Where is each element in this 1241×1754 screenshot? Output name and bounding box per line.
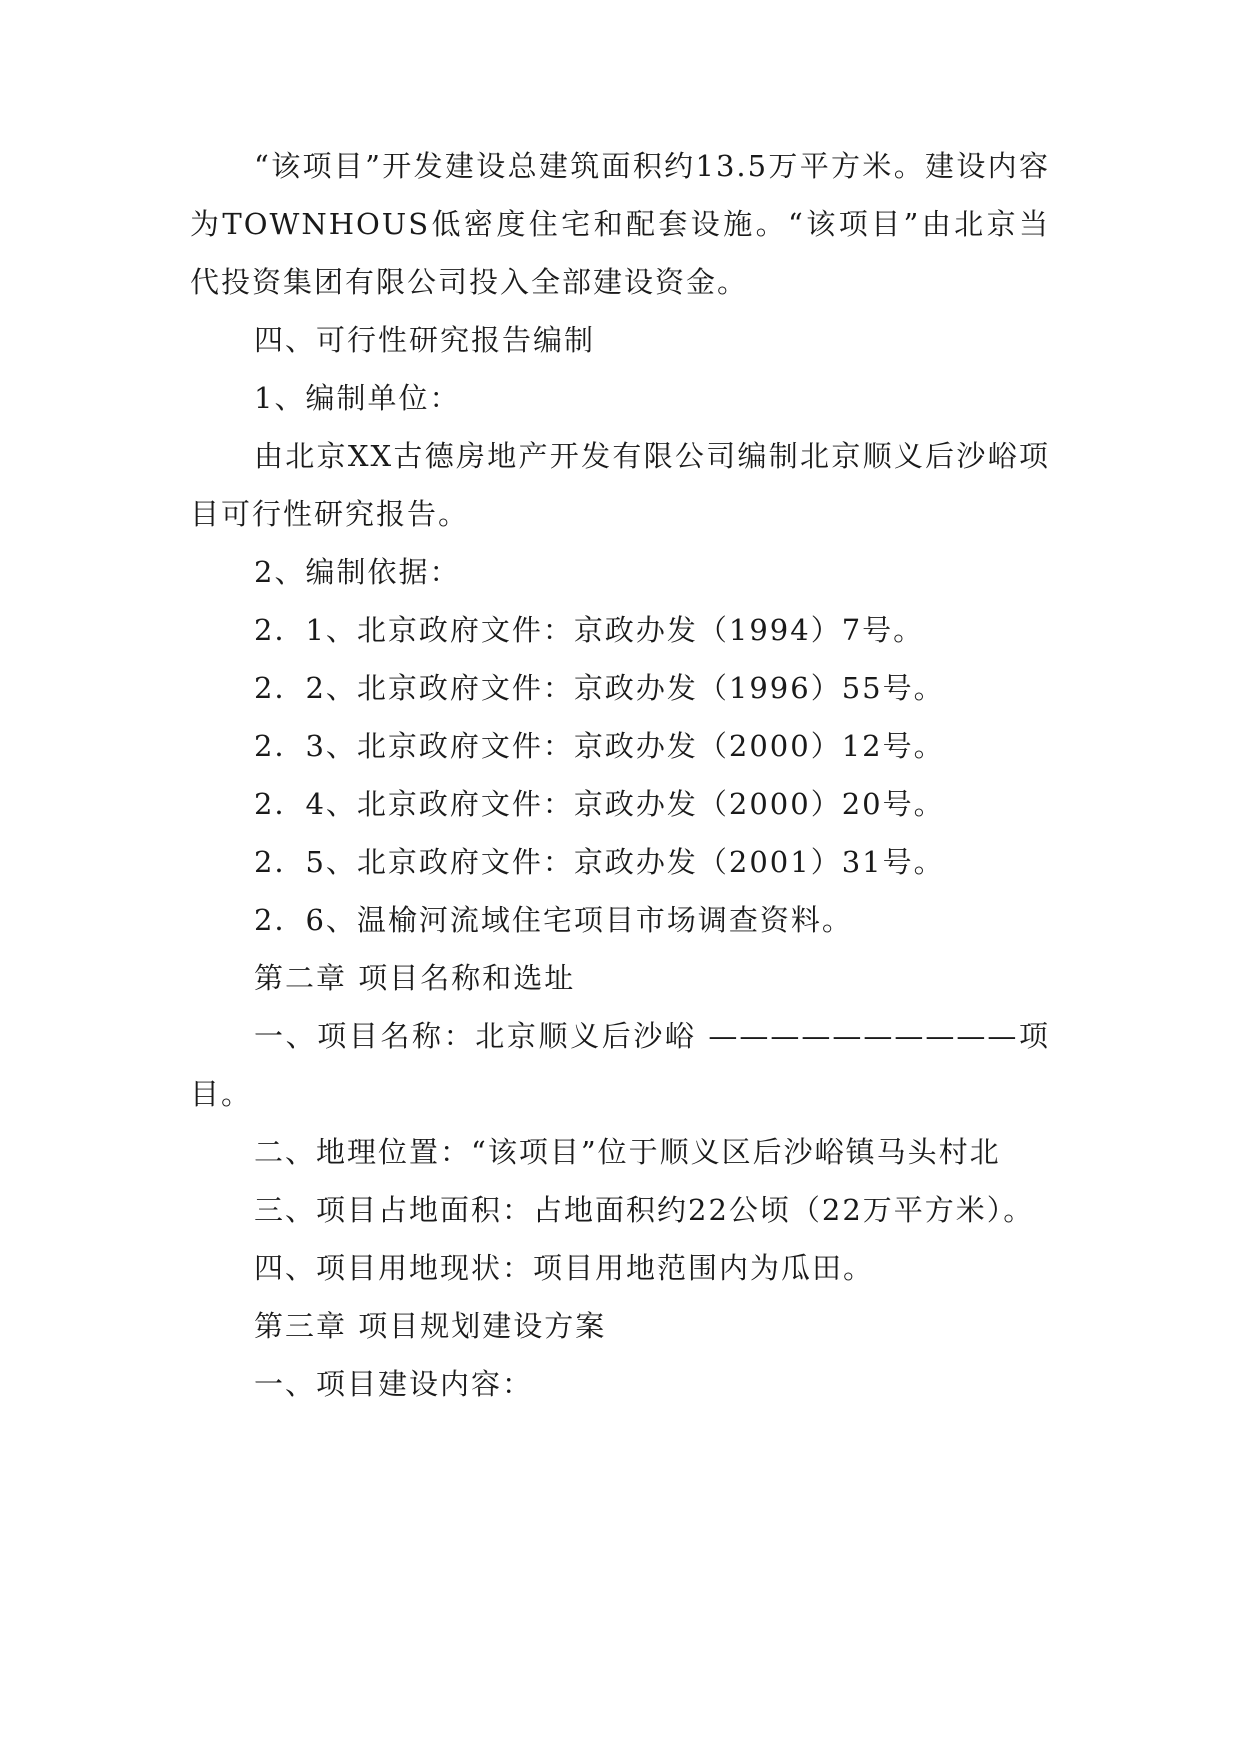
project-name-line: 一、项目名称：北京顺义后沙峪 ——————————项目。	[190, 1019, 1050, 1111]
chapter-two-heading: 第二章 项目名称和选址	[254, 961, 576, 995]
land-status-line: 四、项目用地现状：项目用地范围内为瓜田。	[254, 1251, 875, 1285]
paragraph-project-summary: “该项目”开发建设总建筑面积约13.5万平方米。建设内容为TOWNHOUS低密度住宅和配套设施。“该项目”由北京当代投资集团有限公司投入全部建设资金。	[190, 149, 1050, 299]
paragraph-compiling-unit: 由北京XX古德房地产开发有限公司编制北京顺义后沙峪项目可行性研究报告。	[190, 439, 1050, 531]
body-text	[190, 137, 1050, 1413]
heading-compiling-basis: 2、编制依据：	[254, 555, 461, 589]
heading-compiling-unit: 1、编制单位：	[254, 381, 461, 415]
land-area-line: 三、项目占地面积：占地面积约22公顷（22万平方米）。	[254, 1193, 1035, 1227]
basis-item: 2．3、北京政府文件：京政办发（2000）12号。	[254, 729, 945, 763]
basis-item: 2．5、北京政府文件：京政办发（2001）31号。	[254, 845, 945, 879]
basis-item: 2．1、北京政府文件：京政办发（1994）7号。	[254, 613, 925, 647]
construction-content-heading: 一、项目建设内容：	[254, 1367, 534, 1401]
location-line: 二、地理位置：“该项目”位于顺义区后沙峪镇马头村北	[254, 1135, 1001, 1169]
basis-item: 2．6、温榆河流域住宅项目市场调查资料。	[254, 903, 853, 937]
heading-report-compilation: 四、可行性研究报告编制	[254, 323, 596, 357]
chapter-three-heading: 第三章 项目规划建设方案	[254, 1309, 607, 1343]
basis-item: 2．2、北京政府文件：京政办发（1996）55号。	[254, 671, 945, 705]
basis-item: 2．4、北京政府文件：京政办发（2000）20号。	[254, 787, 945, 821]
